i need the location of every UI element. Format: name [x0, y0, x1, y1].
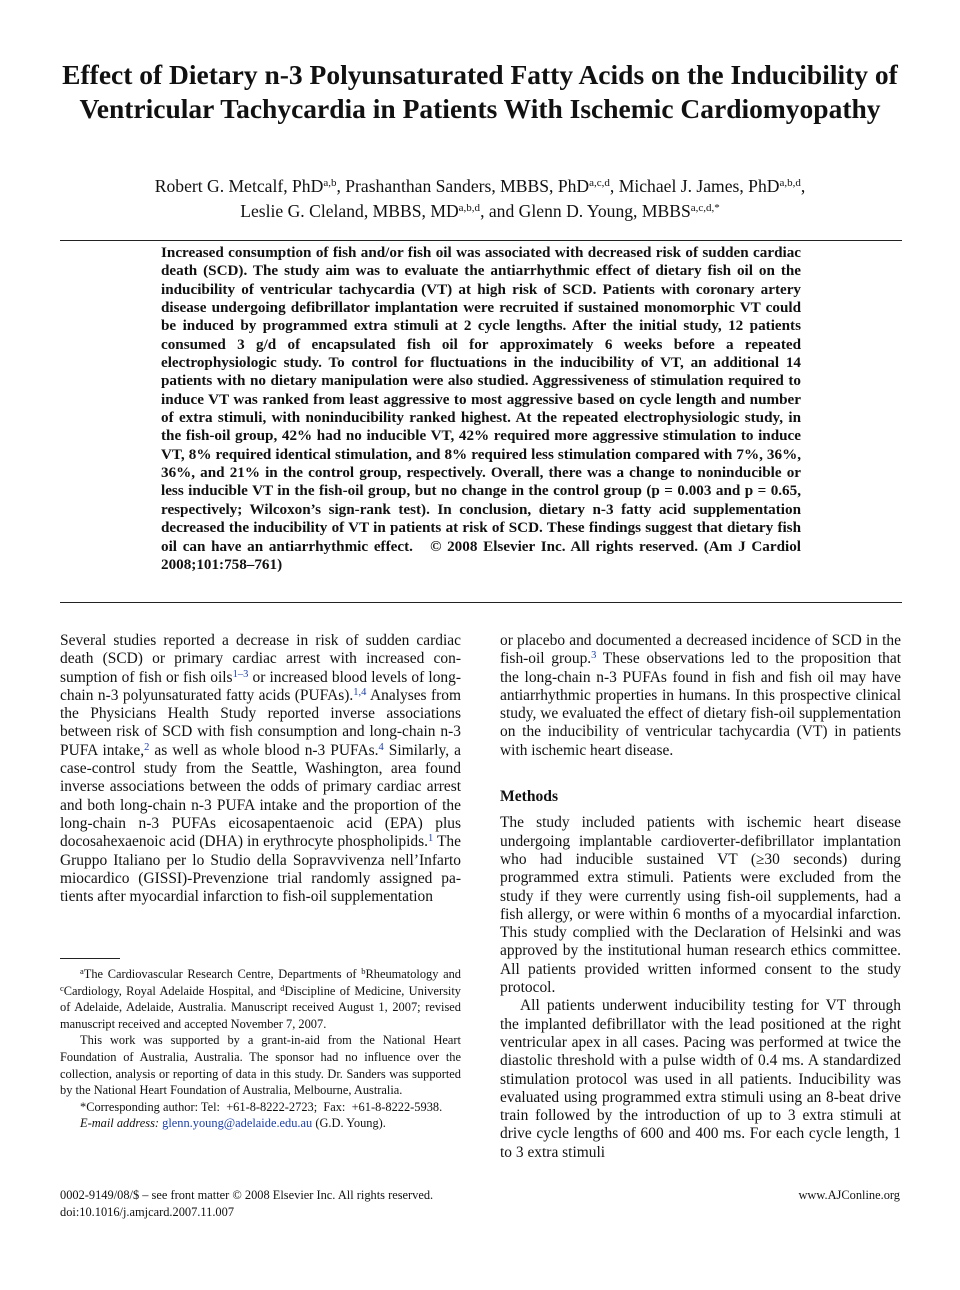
body-column-right	[500, 632, 901, 1162]
citation-link[interactable]: 3	[591, 650, 597, 662]
author-name: Glenn D. Young, MBBS	[518, 200, 691, 221]
article-title: Effect of Dietary n-3 Polyunsaturated Fatty Acids on the Inducibility of Ventricular Tachycardia in Patients With Ischemic Cardiomyopathy	[62, 59, 898, 124]
citation-link[interactable]: 2	[144, 741, 150, 753]
body-paragraph: Several studies reported a decrease in risk of sudden cardiac death (SCD) or primary cardiac arrest with increased consumption of fish or fish oils$^{1-3}$ or increased blood levels of long-chain n-3 polyunsaturated fatty acids (PUFAs).$^{1,4}$ Analyses from the Physicians Health Study reported inverse associations between risk of SCD with fish consumption and long-chain n-3 PUFA intake,$^2$ as well as whole blood n-3 PUFAs.$^4$ Similarly, a case-control study from the Seattle, Washington, area found inverse associations between the odds of primary cardiac arrest and both long-chain n-3 PUFA intake and the proportion of the long-chain n-3 PUFAs eicosapentaenoic acid (EPA) plus docosahexaenoic acid (DHA) in erythrocyte phospholipids.$^1$ The Gruppo Italiano per lo Studio della Sopravvivenza nell’Infarto miocardico (GISSI)-Prevenzione trial randomly assigned patients after myocardial infarction to fish-oil supplementation	[60, 632, 462, 906]
abstract-bottom-rule	[60, 602, 902, 603]
body-paragraph: The study included patients with ischemic heart disease undergoing implantable cardioverter-defibrillator implantation who had inducible sustained VT (≥30 seconds) during programmed extra stimuli. Patients were excluded from the study if they were currently using fish-oil supplements, had a fish allergy, or were within 6 months of a myocardial infarction. This study complied with the Declaration of Helsinki and was approved by the institutional human research ethics committee. All patients provided written informed consent to the study protocol.	[500, 814, 901, 997]
body-column-left	[60, 632, 461, 906]
email-footnote: E-mail address: glenn.young@adelaide.edu.au (G.D. Young).	[80, 1116, 386, 1131]
citation-link[interactable]: 1–3	[232, 668, 249, 680]
affiliation-footnote: $^a$The Cardiovascular Research Centre, Departments of $^b$Rheumatology and $^c$Cardiology, Royal Adelaide Hospital, and $^d$Discipline of Medicine, University of Adelaide, Adelaide, Australia. Manuscript received August 1, 2007; revised manuscript received and accepted November 7, 2007.	[60, 966, 462, 1031]
author-affiliation: a,b,d	[779, 177, 801, 189]
section-heading-methods: Methods	[500, 788, 559, 806]
footnotes	[60, 966, 461, 1132]
author-list: Robert G. Metcalf, PhD$^{a,b}$, Prashanthan Sanders, MBBS, PhD$^{a,c,d}$, Michael J. James, PhD$^{a,b,d}$, Leslie G. Cleland, MBBS, MD$^{a,b,d}$, and Glenn D. Young, $MBBS^{a,c,d,*}$	[154, 176, 806, 221]
author-affiliation: a,c,d	[589, 177, 610, 189]
funding-footnote: This work was supported by a grant-in-aid from the National Heart Foundation of Australia, Australia. The sponsor had no influence over the collection, analysis or reporting of data in this study. Dr. Sanders was supported by the National Heart Foundation of Australia, Melbourne, Australia.	[60, 1033, 461, 1098]
author-affiliation: a,b,d	[458, 201, 481, 214]
issn-line: 0002-9149/08/$ – see front matter © 2008 Elsevier Inc. All rights reserved.	[60, 1188, 434, 1202]
abstract: Increased consumption of fish and/or fish oil was associated with decreased risk of sudden cardiac death (SCD). The study aim was to evaluate the antiarrhythmic effect of dietary fish oil on the inducibility of ventricular tachycardia (VT) at high risk of SCD. Patients with coronary artery disease undergoing defibrillator implantation were recruited if sustained monomorphic VT could be induced by programmed extra stimuli at 2 cycle lengths. After the initial study, 12 patients consumed 3 g/d of encapsulated fish oil for approximately 6 weeks before a repeated electrophysiologic study. To control for fluctuations in the inducibility of VT, an additional 14 patients with no dietary manipulation were also studied. Aggressiveness of stimulation required to induce VT was ranked from least aggressive to most aggressive based on cycle length and number of extra stimuli, with noninducibility ranked highest. At the repeated electrophysiologic study, in the fish-oil group, 42% had no inducible VT, 42% required more aggressive stimulation to induce VT, 8% required identical stimulation, and 8% required less stimulation compared with 7%, 36%, 36%, and 21% in the control group, respectively. Overall, there was a change to noninducible or less inducible VT in the fish-oil group, but no change in the control group (p = 0.003 and p = 0.65, respectively; Wilcoxon’s sign-rank test). In conclusion, dietary n-3 fatty acid supplementation decreased the inducibility of VT in patients at risk of SCD. These findings suggest that dietary fish oil can have an antiarrhythmic effect. © 2008 Elsevier Inc. All rights reserved. (Am J Cardiol 2008;101:758–761)	[161, 244, 801, 573]
author-affiliation: a,b	[323, 177, 337, 189]
citation-link[interactable]: 1	[427, 833, 434, 845]
body-paragraph: or placebo and documented a decreased incidence of SCD in the fish-oil group.$^3$ These observations led to the proposition that the long-chain n-3 PUFAs found in fish and fish oil may have antiarrhythmic properties in humans. In this prospective clinical study, we evaluated the effect of dietary fish-oil supplementation on the inducibility of ventricular tachycardia (VT) in patients with ischemic heart disease.	[500, 632, 901, 759]
body-paragraph: All patients underwent inducibility testing for VT through the implanted defibrillator with the lead positioned at the right ventricular apex in all cases. Pacing was performed at twice the diastolic threshold with a pulse width of 0.4 ms. A standardized stimulation protocol was used in all patients. Inducibility was evaluated using programmed extra stimuli using an 8-beat drive train followed by the introduction of up to 3 extra stimuli at drive cycle lengths of 600 and 400 ms. For each cycle length, 1 to 3 extra stimuli	[500, 997, 901, 1161]
corresponding-author-footnote: *Corresponding author: Tel: +61-8-8222-2723; Fax: +61-8-8222-5938.	[80, 1099, 443, 1114]
doi-link[interactable]: doi:10.1016/j.amjcard.2007.11.007	[60, 1204, 235, 1219]
email-link[interactable]: glenn.young@adelaide.edu.au	[162, 1116, 313, 1131]
author-affiliation: a,c,d,*	[690, 201, 720, 214]
citation-link[interactable]: 1,4	[353, 686, 367, 698]
abstract-top-rule	[60, 240, 902, 241]
author-name: Prashanthan Sanders, MBBS, PhD	[345, 176, 590, 196]
journal-url-link[interactable]: www.AJConline.org	[798, 1188, 900, 1202]
footer-left	[60, 1187, 433, 1220]
author-name: Robert G. Metcalf, PhD	[154, 176, 324, 196]
citation-link[interactable]: 4	[378, 741, 384, 753]
author-name: Leslie G. Cleland, MBBS, MD	[240, 200, 459, 221]
footnote-rule	[60, 958, 120, 959]
author-name: Michael J. James, PhD	[618, 176, 780, 196]
